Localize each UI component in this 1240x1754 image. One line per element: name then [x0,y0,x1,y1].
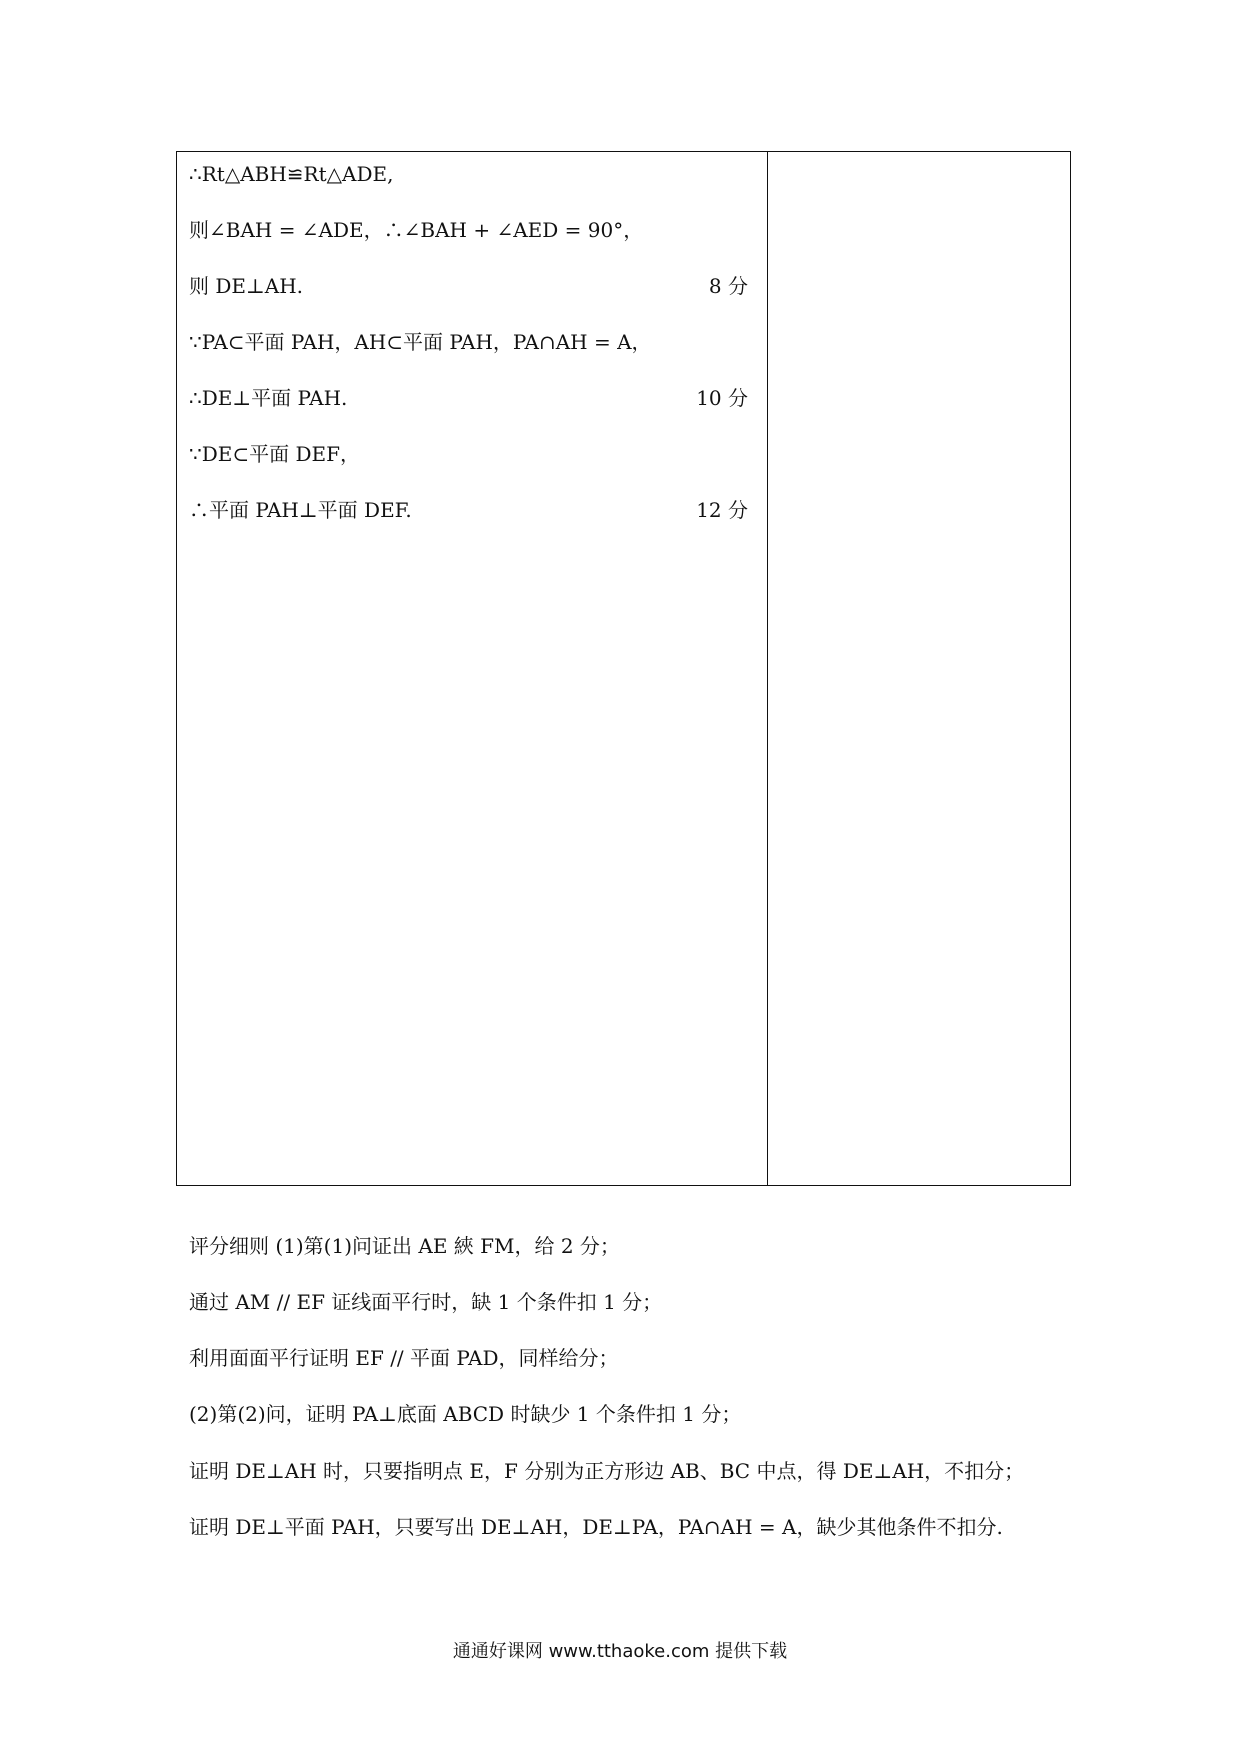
grading-note-1: 评分细则 (1)第(1)问证出 AE 綊 FM，给 2 分； [189,1234,620,1258]
score-12: 12 分 [696,498,748,522]
grading-note-6: 证明 DE⊥平面 PAH，只要写出 DE⊥AH，DE⊥PA，PA∩AH = A，缺少其他条件不扣分. [189,1515,1003,1539]
proof-line-4: ∵PA⊂平面 PAH，AH⊂平面 PAH，PA∩AH = A， [189,330,652,354]
score-8: 8 分 [708,274,748,298]
proof-line-1: ∴Rt△ABH≌Rt△ADE, [189,162,394,186]
answer-table [176,151,1071,1186]
column-divider [767,152,768,1185]
proof-line-2: 则∠BAH = ∠ADE，∴∠BAH + ∠AED = 90°， [189,218,644,242]
grading-note-5: 证明 DE⊥AH 时，只要指明点 E，F 分别为正方形边 AB、BC 中点，得 DE⊥AH，不扣分； [189,1459,1025,1483]
proof-line-6: ∵DE⊂平面 DEF， [189,442,360,466]
proof-line-5: ∴DE⊥平面 PAH. [189,386,348,410]
proof-line-3: 则 DE⊥AH. [189,274,304,298]
page-footer: 通通好课网 www.tthaoke.com 提供下载 [452,1641,788,1662]
proof-line-7: ∴平面 PAH⊥平面 DEF. [189,498,412,522]
score-10: 10 分 [696,386,748,410]
grading-note-2: 通过 AM // EF 证线面平行时，缺 1 个条件扣 1 分； [189,1290,663,1314]
grading-note-4: (2)第(2)问，证明 PA⊥底面 ABCD 时缺少 1 个条件扣 1 分； [189,1402,742,1426]
grading-note-3: 利用面面平行证明 EF // 平面 PAD，同样给分； [189,1346,619,1370]
